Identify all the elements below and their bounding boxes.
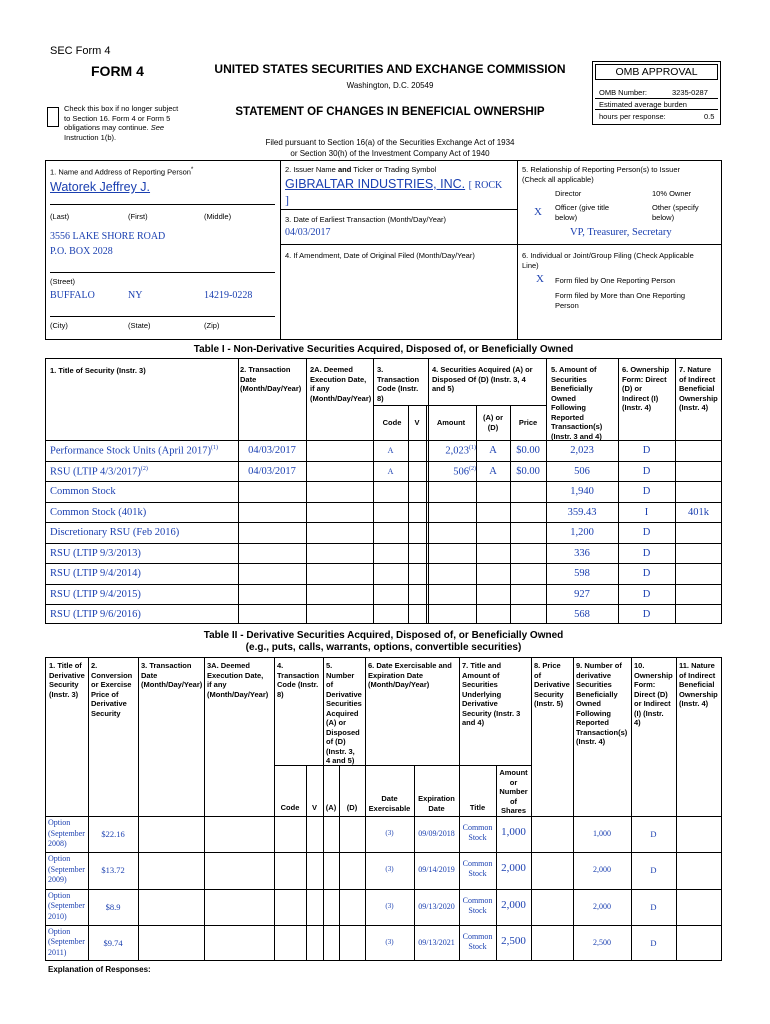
table1-title: Table I - Non-Derivative Securities Acquired, Disposed of, or Beneficially Owned [193, 344, 574, 355]
street-label: (Street) [50, 277, 76, 286]
t2-underlying-title: Common Stock [462, 859, 493, 879]
officer-title: VP, Treasurer, Secretary [570, 227, 672, 238]
filing-label: 6. Individual or Joint/Group Filing (Check Applicable Line) [522, 251, 694, 270]
middle-label: (Middle) [204, 212, 232, 221]
table-row [45, 889, 722, 925]
omb-hours-label: hours per response: [599, 112, 666, 121]
table-row [45, 543, 722, 564]
address-line-2: P.O. BOX 2028 [50, 246, 113, 257]
t1-security-title: RSU (LTIP 9/4/2015) [50, 588, 141, 600]
t1-h4: 4. Securities Acquired (A) or Disposed Of (D) (Instr. 3, 4 and 5) [432, 365, 533, 393]
t2-expiration-date: 09/13/2020 [418, 901, 455, 911]
state-label: (State) [128, 321, 151, 330]
t2-owned-following: 1,000 [593, 829, 611, 838]
location: Washington, D.C. 20549 [346, 81, 434, 90]
officer-label: Officer (give title below) [555, 203, 610, 222]
t2-derivative-title: Option (September 2009) [48, 854, 85, 885]
t2-derivative-title: Option (September 2010) [48, 890, 85, 921]
t1-owned-following: 927 [574, 588, 590, 600]
t2-derivative-title: Option (September 2011) [48, 926, 85, 957]
t1-price: $0.00 [516, 445, 540, 456]
officer-check-mark[interactable]: X [534, 206, 542, 218]
city: BUFFALO [50, 290, 95, 301]
t1-owned-following: 598 [574, 568, 590, 579]
t1-security-title: RSU (LTIP 9/3/2013) [50, 547, 141, 559]
table-row [45, 852, 722, 888]
t2-sub-line [274, 765, 531, 766]
t1-h6: 6. Ownership Form: Direct (D) or Indirect (I) (Instr. 4) [622, 365, 670, 412]
one-person-label: Form filed by One Reporting Person [555, 276, 676, 285]
t1-h5: 5. Amount of Securities Beneficially Owned Following Reported Transaction(s) (Instr. 3 and 4) [551, 365, 603, 441]
t2-h1: 1. Title of Derivative Security (Instr. 3) [49, 661, 85, 699]
t1-ownership-form: D [642, 588, 651, 600]
table-row [45, 481, 722, 502]
t2-underlying-shares: 2,500 [501, 934, 526, 947]
issuer-name-link[interactable]: GIBRALTAR INDUSTRIES, INC. [285, 177, 466, 191]
t1-owned-following: 359.43 [567, 506, 597, 518]
t1-ownership-form: D [642, 568, 651, 579]
t2-h7: 7. Title and Amount of Securities Underlying Derivative Security (Instr. 3 and 4) [462, 661, 521, 727]
ten-percent-owner-label: 10% Owner [652, 189, 692, 198]
t2-ownership-form: D [650, 937, 657, 948]
table-row [45, 816, 722, 852]
t1-transaction-code: A [387, 446, 394, 455]
table-row [45, 440, 722, 461]
t1-owned-following: 1,940 [570, 486, 594, 497]
t1-amount: 506$^{(2)}$ [453, 465, 476, 477]
table-row [45, 502, 722, 523]
t1-owned-following: 2,023 [570, 445, 594, 456]
t2-conversion-price: $22.16 [101, 829, 125, 839]
t2-expiration-date: 09/09/2018 [418, 829, 455, 838]
t1-owned-following: 336 [574, 547, 590, 559]
t2-underlying-title: Common Stock [462, 931, 493, 951]
t2-expiration-date: 09/13/2021 [418, 937, 455, 947]
relationship-label: 5. Relationship of Reporting Person(s) to Issuer (Check all applicable) [522, 165, 680, 184]
t1-ownership-form: D [642, 527, 651, 538]
more-persons-label: Form filed by More than One Reporting Person [555, 291, 686, 310]
t2-sub-v: V [311, 803, 317, 812]
city-label: (City) [50, 321, 68, 330]
t2-sub-title: Title [469, 803, 486, 812]
t2-conversion-price: $8.9 [105, 901, 121, 912]
t2-date-exercisable: (3) [385, 937, 394, 946]
first-label: (First) [128, 212, 148, 221]
t2-h10: 10. Ownership Form: Direct (D) or Indirect (I) (Instr. 4) [634, 661, 673, 727]
omb-title: OMB APPROVAL [595, 64, 718, 80]
t1-ownership-form: D [642, 609, 651, 620]
earliest-transaction-date: 04/03/2017 [285, 227, 331, 238]
t2-ownership-form: D [650, 829, 657, 839]
form-title: FORM 4 [91, 63, 144, 79]
table-row [45, 604, 722, 625]
omb-hours: 0.5 [704, 112, 715, 121]
issuer-label: 2. Issuer Name and Ticker or Trading Symbol [285, 165, 437, 174]
t2-h11: 11. Nature of Indirect Beneficial Ownership (Instr. 4) [679, 661, 718, 708]
one-person-check-mark[interactable]: X [536, 273, 544, 285]
t1-sub-line [373, 405, 546, 406]
t1-h2: 2. Transaction Date (Month/Day/Year) [240, 365, 302, 393]
checkbox-instructions: Check this box if no longer subject to Section 16. Form 4 or Form 5 obligations may continue. See Instruction 1(b). [64, 104, 179, 142]
t1-ownership-form: D [642, 486, 651, 497]
t2-owned-following: 2,000 [593, 865, 611, 875]
address-line-1: 3556 LAKE SHORE ROAD [50, 231, 166, 242]
t2-sub-a: (A) [325, 803, 337, 812]
t2-sub-amount: Amount or Number of Shares [499, 768, 528, 815]
table-row [45, 563, 722, 584]
t1-transaction-date: 04/03/2017 [248, 465, 296, 477]
t2-ownership-form: D [650, 865, 657, 876]
t2-conversion-price: $9.74 [103, 937, 123, 948]
earliest-transaction-label: 3. Date of Earliest Transaction (Month/Day/Year) [285, 215, 447, 224]
table-row [45, 925, 722, 961]
t1-sub-v: V [414, 418, 420, 427]
t1-sub-code: Code [382, 418, 402, 427]
t2-owned-following: 2,000 [593, 901, 611, 911]
t1-nature: 401k [688, 506, 709, 518]
t2-h2: 2. Conversion or Exercise Price of Derivative Security [91, 661, 133, 718]
t1-security-title: RSU (LTIP 9/4/2014) [50, 568, 141, 579]
t1-ownership-form: D [642, 445, 651, 456]
t1-acquired-disposed: A [489, 445, 497, 456]
t1-transaction-date: 04/03/2017 [248, 445, 296, 456]
t2-underlying-title: Common Stock [462, 823, 493, 842]
t2-derivative-title: Option (September 2008) [48, 818, 85, 848]
t1-sub-amount: Amount [436, 418, 466, 427]
t1-ownership-form: D [642, 547, 651, 559]
t2-owned-following: 2,500 [593, 937, 611, 947]
t1-ownership-form: D [642, 465, 651, 477]
t1-security-title: Common Stock [50, 486, 116, 497]
t1-sub-ad: (A) or (D) [483, 413, 503, 432]
t2-h3a: 3A. Deemed Execution Date, if any (Month/Day/Year) [207, 661, 269, 699]
t1-price: $0.00 [516, 465, 540, 477]
t1-security-title: Performance Stock Units (April 2017)$^{(1)}$ [50, 445, 218, 457]
t2-underlying-shares: 1,000 [501, 826, 526, 838]
no-longer-subject-checkbox[interactable] [47, 107, 59, 127]
t1-h3: 3. Transaction Code (Instr. 8) [377, 365, 420, 403]
amendment-label: 4. If Amendment, Date of Original Filed (Month/Day/Year) [285, 251, 475, 260]
t1-sub-price: Price [518, 418, 538, 427]
t1-h7: 7. Nature of Indirect Beneficial Ownership (Instr. 4) [679, 365, 718, 412]
t2-h4: 4. Transaction Code (Instr. 8) [277, 661, 320, 699]
statement-title: STATEMENT OF CHANGES IN BENEFICIAL OWNERSHIP [235, 106, 545, 118]
t1-security-title: Discretionary RSU (Feb 2016) [50, 527, 180, 538]
t2-sub-code: Code [280, 803, 300, 812]
t2-h6: 6. Date Exercisable and Expiration Date (Month/Day/Year) [368, 661, 452, 689]
t2-h8: 8. Price of Derivative Security (Instr. 5) [534, 661, 570, 708]
t2-sub-date-exercisable: Date Exercisable [368, 794, 411, 813]
sec-form-label: SEC Form 4 [50, 45, 111, 57]
table-row [45, 522, 722, 543]
table-row [45, 584, 722, 605]
t2-underlying-shares: 2,000 [501, 898, 526, 911]
t2-date-exercisable: (3) [385, 829, 394, 837]
table2-title: Table II - Derivative Securities Acquired, Disposed of, or Beneficially Owned (e.g., puts, calls, warrants, options, convertible securities) [203, 630, 564, 653]
commission-title: UNITED STATES SECURITIES AND EXCHANGE COMMISSION [214, 62, 566, 76]
t1-acquired-disposed: A [489, 465, 497, 477]
zip-label: (Zip) [204, 321, 220, 330]
omb-burden-label: Estimated average burden [599, 100, 687, 109]
t1-security-title: RSU (LTIP 4/3/2017)$^{(2)}$ [50, 465, 148, 477]
t2-sub-d: (D) [346, 803, 358, 812]
reporting-person-label: 1. Name and Address of Reporting Person* [50, 166, 194, 177]
reporting-person-name[interactable]: Watorek Jeffrey J. [50, 180, 151, 194]
t2-expiration-date: 09/14/2019 [418, 865, 455, 875]
t1-h2a: 2A. Deemed Execution Date, if any (Month/Day/Year) [310, 365, 372, 403]
t2-ownership-form: D [650, 901, 657, 912]
t2-sub-expiration: Expiration Date [418, 794, 455, 813]
t2-underlying-title: Common Stock [462, 895, 493, 915]
table-row [45, 461, 722, 482]
t1-security-title: Common Stock (401k) [50, 506, 147, 518]
t1-amount: 2,023$^{(1)}$ [445, 445, 476, 457]
last-label: (Last) [50, 212, 70, 221]
t1-owned-following: 1,200 [570, 527, 594, 538]
t1-ownership-form: I [644, 506, 649, 518]
t2-conversion-price: $13.72 [101, 865, 125, 876]
issuer-name: GIBRALTAR INDUSTRIES, INC. [ ROCK ] [285, 177, 503, 207]
zip: 14219-0228 [204, 290, 253, 301]
omb-number-label: OMB Number: [599, 88, 647, 97]
omb-number: 3235-0287 [672, 88, 708, 97]
t1-owned-following: 506 [574, 465, 590, 477]
t2-underlying-shares: 2,000 [501, 862, 526, 875]
t1-transaction-code: A [387, 466, 394, 476]
state: NY [128, 290, 143, 301]
t2-h3: 3. Transaction Date (Month/Day/Year) [141, 661, 203, 689]
filed-pursuant: Filed pursuant to Section 16(a) of the Securities Exchange Act of 1934 or Section 30(h) of the Investment Company Act of 1940 [265, 138, 515, 158]
t1-h1: 1. Title of Security (Instr. 3) [50, 366, 146, 375]
explanation-label: Explanation of Responses: [48, 965, 151, 974]
t1-owned-following: 568 [574, 609, 590, 620]
t2-date-exercisable: (3) [385, 865, 394, 874]
t2-h5: 5. Number of Derivative Securities Acquired (A) or Disposed of (D) (Instr. 3, 4 and 5) [326, 661, 362, 765]
t1-security-title: RSU (LTIP 9/6/2016) [50, 609, 141, 620]
t2-date-exercisable: (3) [385, 901, 394, 910]
t2-h9: 9. Number of derivative Securities Beneficially Owned Following Reported Transaction(s) (Instr. 4) [576, 661, 628, 746]
other-label: Other (specify below) [652, 203, 699, 222]
director-label: Director [555, 189, 582, 198]
